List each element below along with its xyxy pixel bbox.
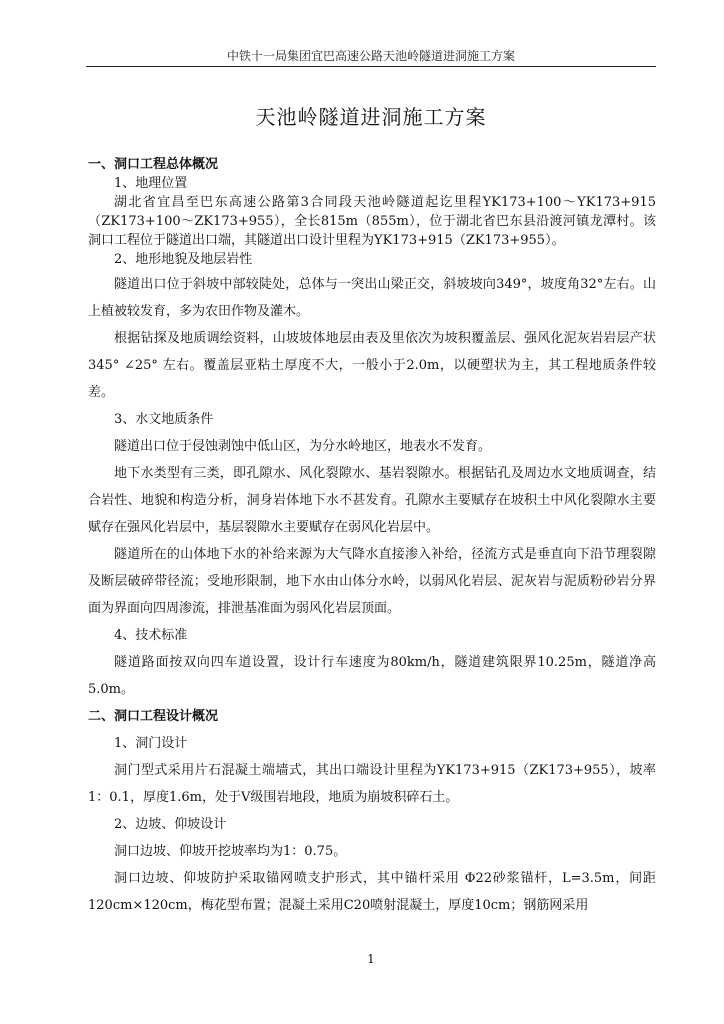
section-heading: 一、洞口工程总体概况 [88, 157, 219, 172]
section-heading: 二、洞口工程设计概况 [88, 709, 219, 724]
paragraph: 隧道路面按双向四车道设置，设计行车速度为80km/h，隧道建筑限界10.25m，隧道净高5.0m。 [88, 655, 656, 697]
document-body [88, 155, 656, 919]
subsection-heading: 3、水文地质条件 [114, 412, 214, 427]
subsection-heading: 2、边坡、仰坡设计 [114, 817, 227, 832]
running-header: 中铁十一局集团宜巴高速公路天池岭隧道进洞施工方案 [226, 49, 515, 63]
document-title: 天池岭隧道进洞施工方案 [255, 105, 487, 129]
paragraph: 隧道出口位于侵蚀剥蚀中低山区，为分水岭地区，地表水不发育。 [114, 439, 492, 454]
paragraph: 洞口边坡、仰坡开挖坡率均为1：0.75。 [114, 844, 347, 859]
page-number: 1 [367, 952, 375, 966]
paragraph: 隧道所在的山体地下水的补给来源为大气降水直接渗入补给，径流方式是垂直向下沿节理裂隙及断层破碎带径流；受地形限制，地下水由山体分水岭，以弱风化岩层、泥灰岩与泥质粉砂岩分界面为界面向四周渗流，排泄基准面为弱风化岩层顶面。 [88, 547, 656, 616]
paragraph: 洞门型式采用片石混凝土端墙式，其出口端设计里程为YK173+915（ZK173+955），坡率1：0.1，厚度1.6m，处于Ⅴ级围岩地段，地质为崩坡积碎石土。 [88, 763, 656, 805]
paragraph: 湖北省宜昌至巴东高速公路第3合同段天池岭隧道起讫里程YK173+100～YK173+915（ZK173+100～ZK173+955），全长815m（855m），位于湖北省巴东县沿渡河镇龙潭村。该洞口工程位于隧道出口端，其隧道出口设计里程为YK173+915（ZK173+955）。 [88, 195, 656, 248]
header-rule [86, 66, 656, 67]
paragraph: 隧道出口位于斜坡中部较陡处，总体与一突出山梁正交，斜坡坡向349°，坡度角32°左右。山上植被较发育，多为农田作物及灌木。 [88, 277, 656, 319]
paragraph: 地下水类型有三类，即孔隙水、风化裂隙水、基岩裂隙水。根据钻孔及周边水文地质调查，结合岩性、地貌和构造分析，洞身岩体地下水不甚发育。孔隙水主要赋存在坡积土中风化裂隙水主要赋存在强风化岩层中，基层裂隙水主要赋存在弱风化岩层中。 [88, 466, 656, 535]
paragraph: 根据钻探及地质调绘资料，山坡坡体地层由表及里依次为坡积覆盖层、强风化泥灰岩岩层产状345° ∠25° 左右。覆盖层亚粘土厚度不大，一般小于2.0m，以硬塑状为主，其工程地质条件较差。 [88, 331, 656, 400]
subsection-heading: 4、技术标准 [114, 628, 188, 643]
subsection-heading: 1、洞门设计 [114, 736, 188, 751]
subsection-heading: 1、地理位置 [114, 176, 188, 191]
paragraph: 洞口边坡、仰坡防护采取锚网喷支护形式，其中锚杆采用 Φ22砂浆锚杆，L=3.5m，间距120cm×120cm，梅花型布置；混凝土采用C20喷射混凝土，厚度10cm；钢筋网采用 [88, 871, 656, 913]
subsection-heading: 2、地形地貌及地层岩性 [114, 252, 253, 267]
